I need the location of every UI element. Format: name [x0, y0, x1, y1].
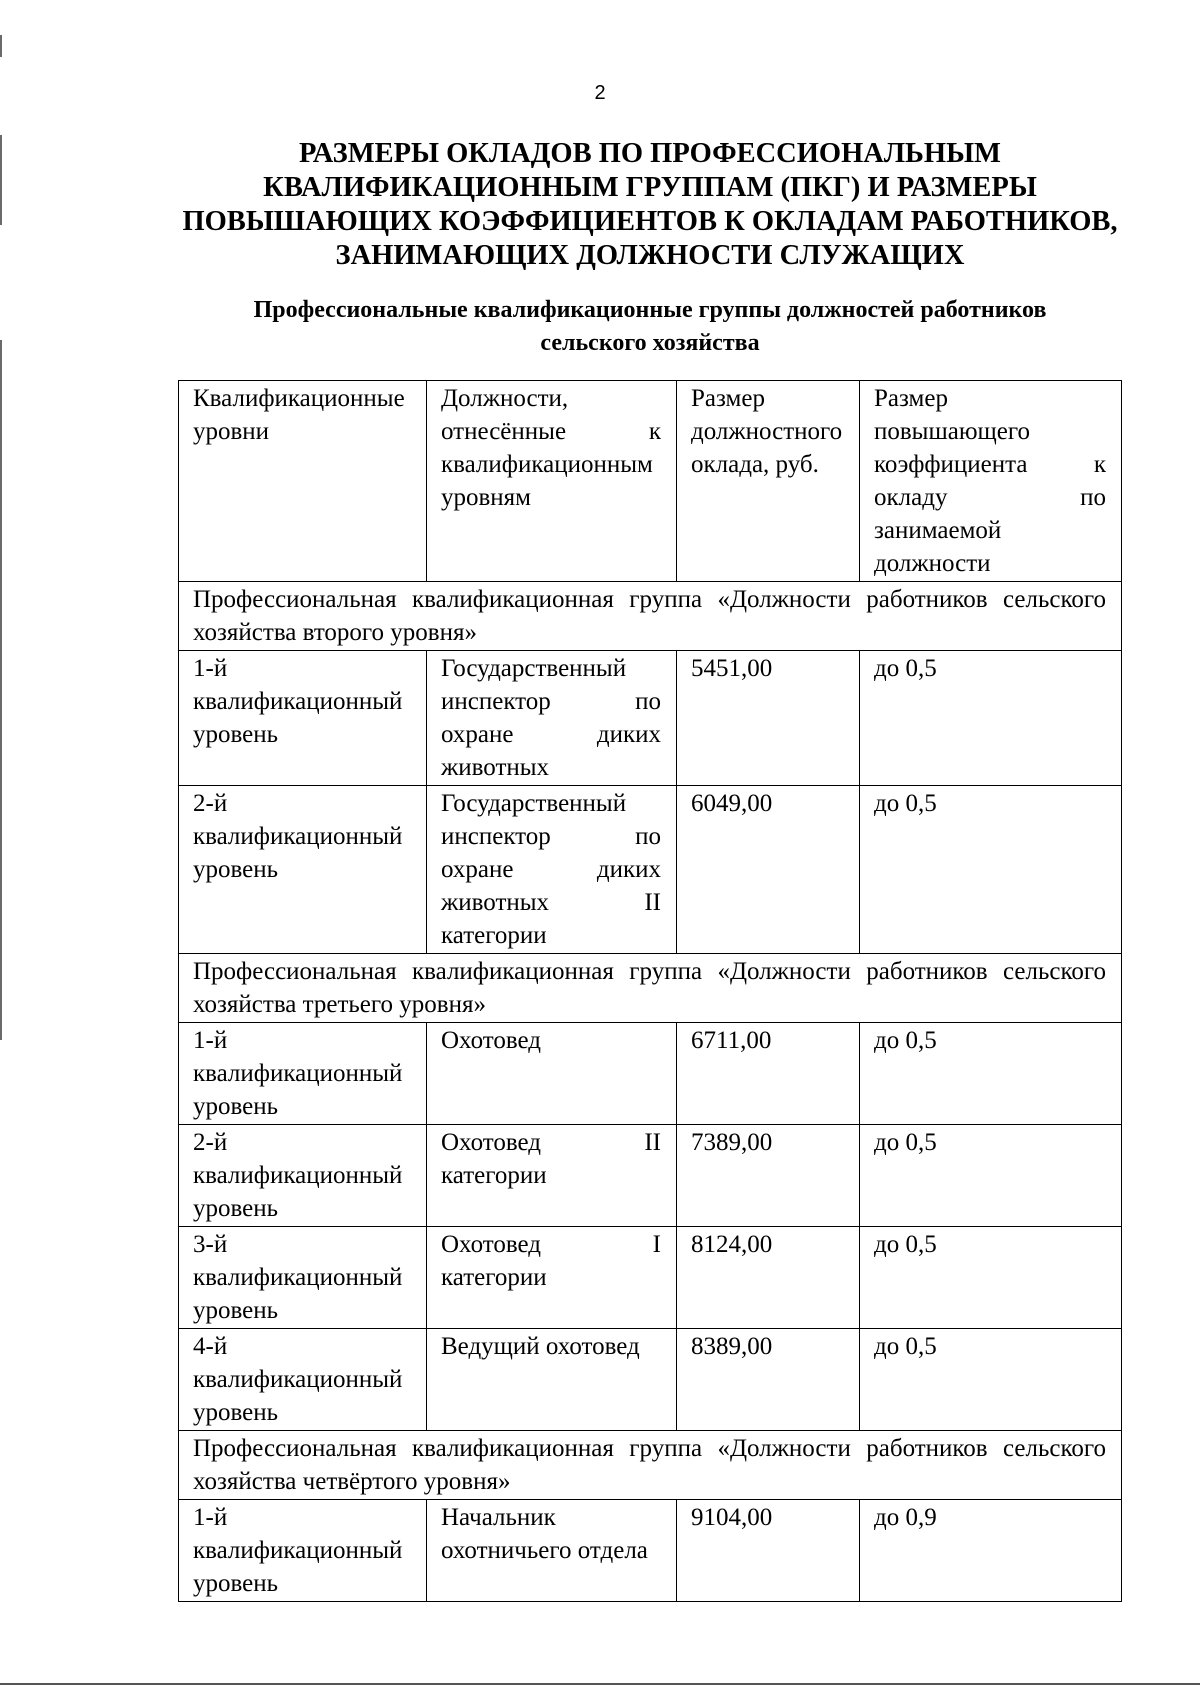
page-number: 2 — [594, 82, 606, 104]
cell-coefficient: до 0,5 — [860, 1023, 1122, 1125]
group-title: Профессиональная квалификационная группа «Должности работников сельского хозяйства четвёртого уровня» — [179, 1431, 1122, 1500]
cell-salary: 9104,00 — [677, 1500, 860, 1602]
salary-table — [178, 380, 1122, 1602]
cell-salary: 5451,00 — [677, 651, 860, 786]
header-cell-coefficient: Размер повышающего коэффициента к окладу по занимаемой должности — [860, 381, 1122, 582]
cell-level: 4-й квалификационный уровень — [179, 1329, 427, 1431]
scan-bottom-edge — [0, 1683, 1200, 1685]
cell-coefficient: до 0,5 — [860, 651, 1122, 786]
table-row — [179, 1023, 1122, 1125]
cell-coefficient: до 0,5 — [860, 1227, 1122, 1329]
scan-edge-mark — [0, 340, 2, 1040]
table-row — [179, 1329, 1122, 1431]
table-row — [179, 1125, 1122, 1227]
header-cell-level: Квалификационные уровни — [179, 381, 427, 582]
table-header-row — [179, 381, 1122, 582]
cell-salary: 8124,00 — [677, 1227, 860, 1329]
header-cell-position: Должности, отнесённые к квалификационным уровням — [427, 381, 677, 582]
cell-coefficient: до 0,9 — [860, 1500, 1122, 1602]
cell-salary: 7389,00 — [677, 1125, 860, 1227]
cell-level: 2-й квалификационный уровень — [179, 786, 427, 954]
cell-position: Государственный инспектор по охране диких животных — [427, 651, 677, 786]
table-row — [179, 1500, 1122, 1602]
group-row — [179, 954, 1122, 1023]
cell-level: 1-й квалификационный уровень — [179, 651, 427, 786]
title-line: КВАЛИФИКАЦИОННЫМ ГРУППАМ (ПКГ) И РАЗМЕРЫ — [263, 172, 1037, 203]
scan-edge-mark — [0, 135, 2, 225]
header-cell-salary: Размер должностного оклада, руб. — [677, 381, 860, 582]
cell-position: Ведущий охотовед — [427, 1329, 677, 1431]
cell-salary: 6711,00 — [677, 1023, 860, 1125]
cell-position: Начальник охотничьего отдела — [427, 1500, 677, 1602]
title-line: ПОВЫШАЮЩИХ КОЭФФИЦИЕНТОВ К ОКЛАДАМ РАБОТНИКОВ, — [182, 206, 1118, 237]
cell-position: Охотовед — [427, 1023, 677, 1125]
cell-level: 3-й квалификационный уровень — [179, 1227, 427, 1329]
cell-coefficient: до 0,5 — [860, 1329, 1122, 1431]
cell-position: Охотовед I категории — [427, 1227, 677, 1329]
subtitle-line: Профессиональные квалификационные группы должностей работников — [253, 297, 1047, 323]
cell-position: Охотовед II категории — [427, 1125, 677, 1227]
group-row — [179, 582, 1122, 651]
cell-salary: 6049,00 — [677, 786, 860, 954]
scan-edge-mark — [0, 35, 2, 57]
cell-level: 1-й квалификационный уровень — [179, 1023, 427, 1125]
table-row — [179, 1227, 1122, 1329]
cell-level: 1-й квалификационный уровень — [179, 1500, 427, 1602]
group-row — [179, 1431, 1122, 1500]
cell-position: Государственный инспектор по охране диких животных II категории — [427, 786, 677, 954]
table-row — [179, 651, 1122, 786]
title-line: ЗАНИМАЮЩИХ ДОЛЖНОСТИ СЛУЖАЩИХ — [335, 240, 965, 271]
cell-salary: 8389,00 — [677, 1329, 860, 1431]
subtitle-line: сельского хозяйства — [540, 330, 760, 356]
table-row — [179, 786, 1122, 954]
group-title: Профессиональная квалификационная группа «Должности работников сельского хозяйства второго уровня» — [179, 582, 1122, 651]
title-line: РАЗМЕРЫ ОКЛАДОВ ПО ПРОФЕССИОНАЛЬНЫМ — [299, 138, 1001, 169]
cell-coefficient: до 0,5 — [860, 1125, 1122, 1227]
cell-level: 2-й квалификационный уровень — [179, 1125, 427, 1227]
document-subtitle — [150, 294, 1150, 360]
group-title: Профессиональная квалификационная группа «Должности работников сельского хозяйства третьего уровня» — [179, 954, 1122, 1023]
cell-coefficient: до 0,5 — [860, 786, 1122, 954]
document-title — [170, 137, 1130, 273]
